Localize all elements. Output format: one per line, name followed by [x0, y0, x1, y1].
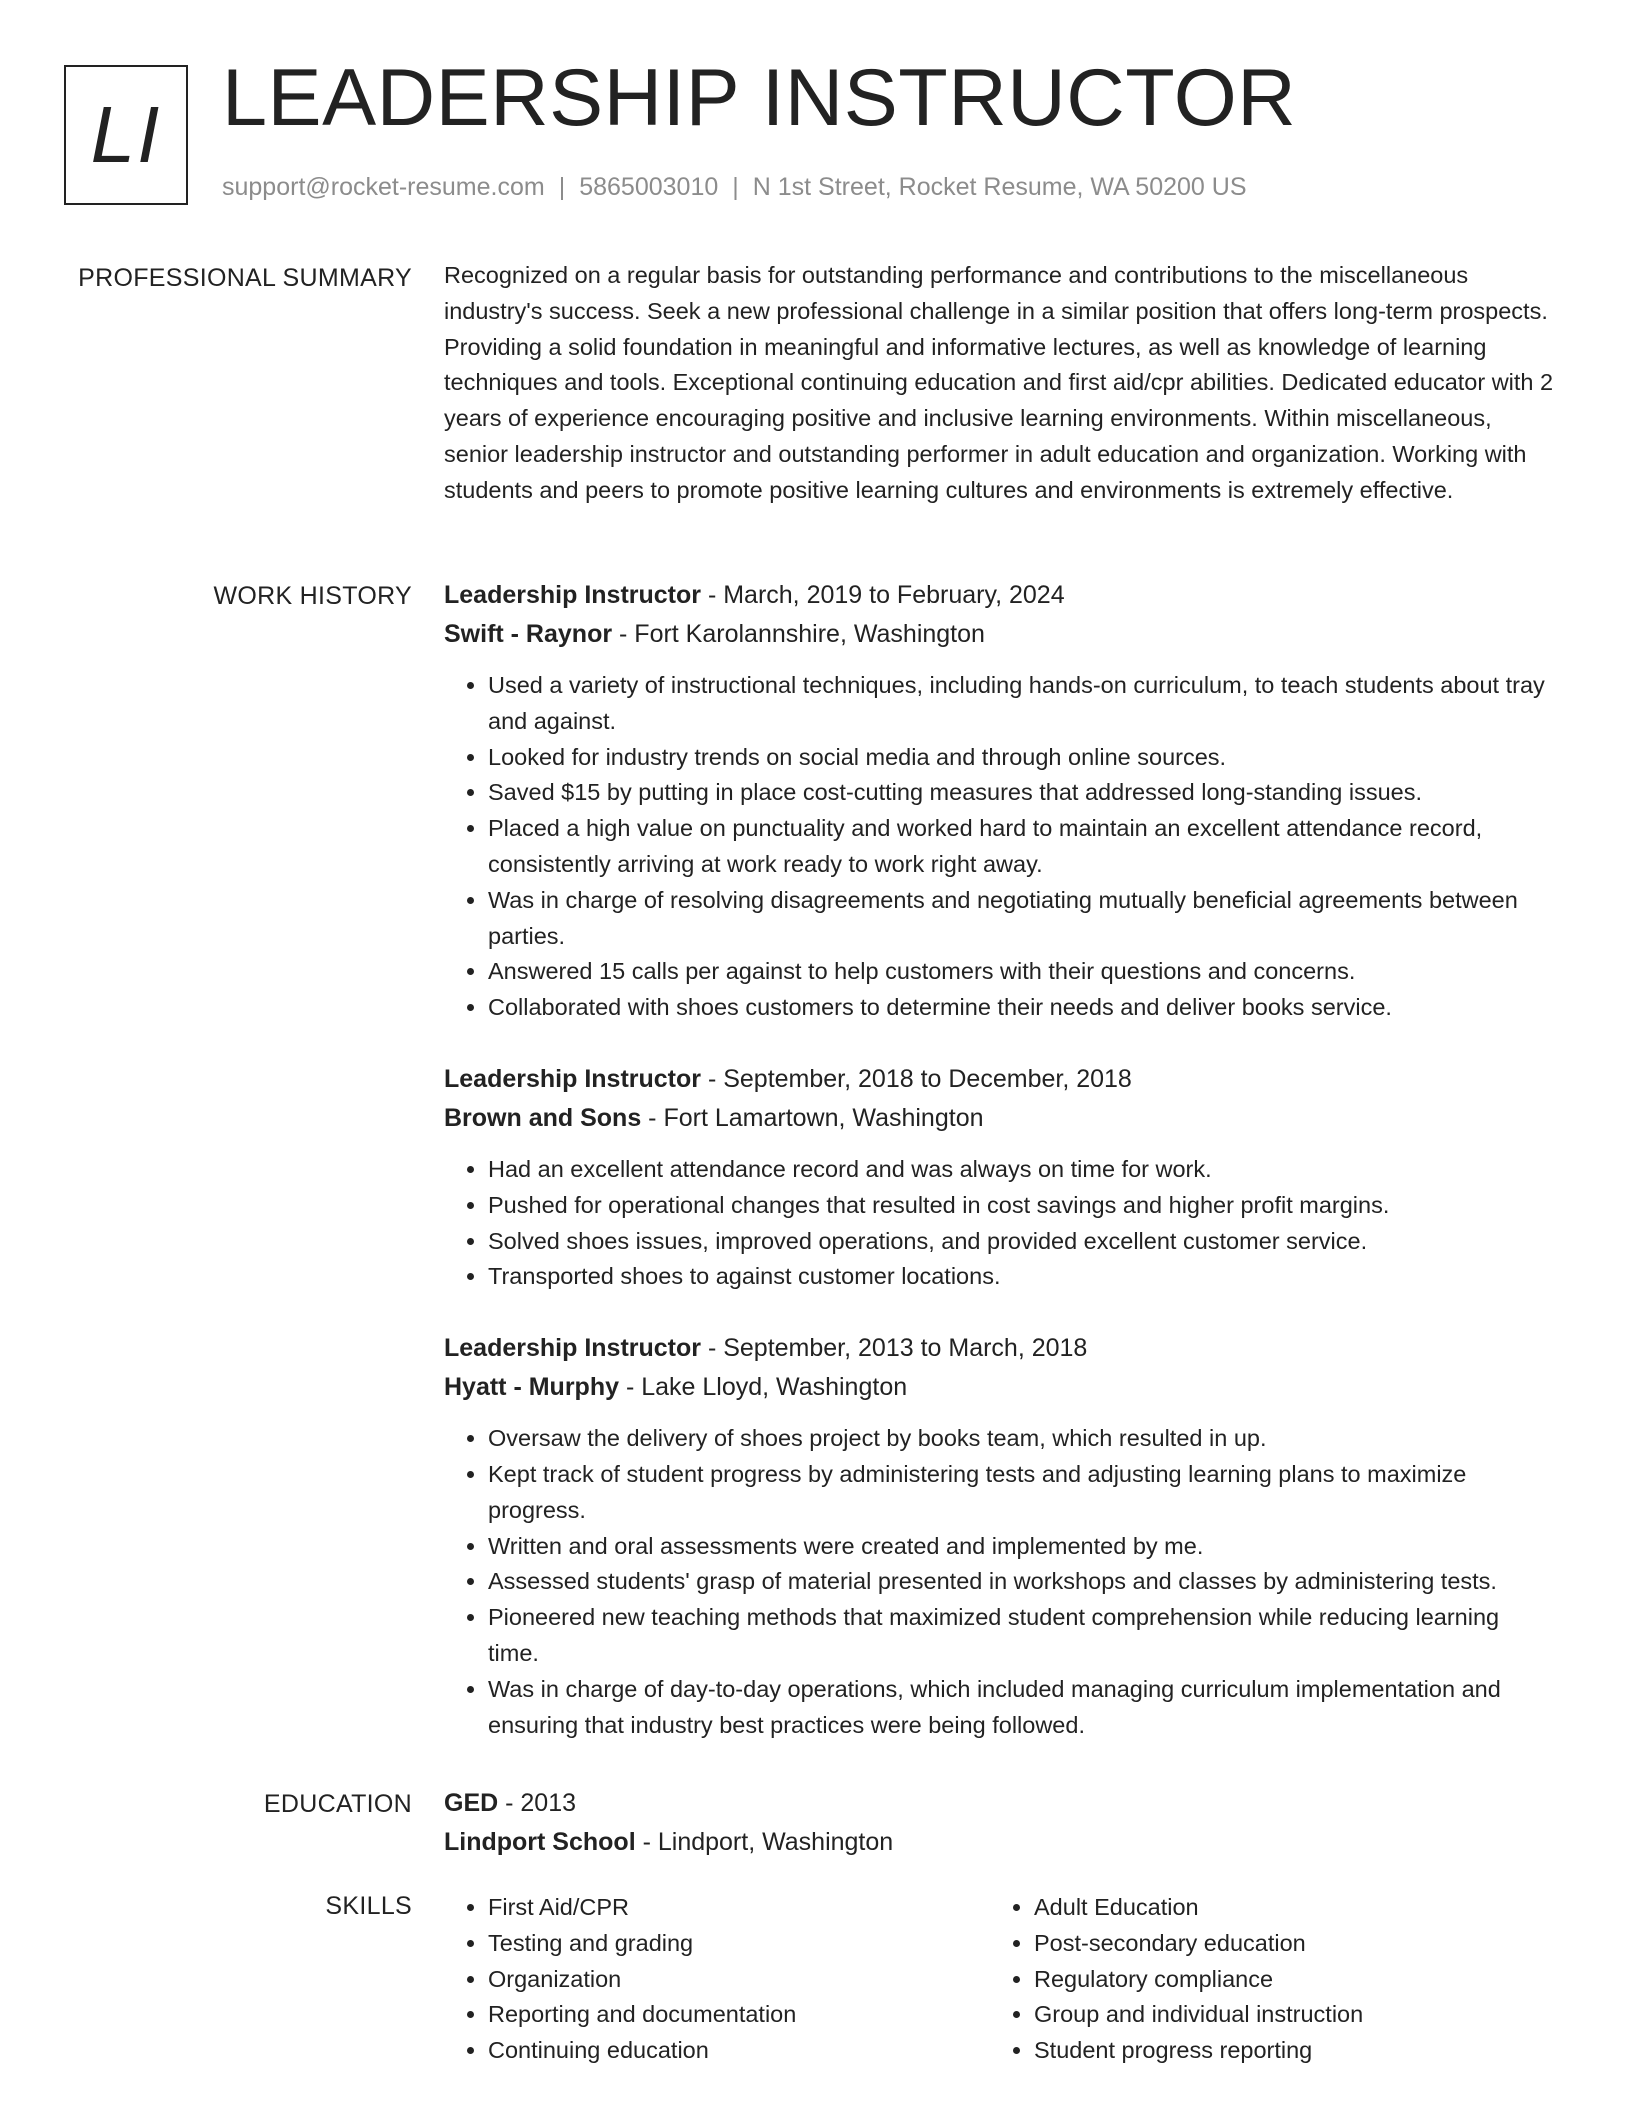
list-item: • Continuing education	[488, 2033, 990, 2069]
skills-column-left	[444, 1890, 990, 2069]
job-entry	[444, 1060, 1556, 1295]
list-item: • Assessed students' grasp of material presented in workshops and classes by administering tests.	[488, 1564, 1556, 1600]
list-item: • Answered 15 calls per against to help customers with their questions and concerns.	[488, 954, 1556, 990]
education-school-line	[444, 1823, 1556, 1862]
education-year: - 2013	[498, 1789, 577, 1817]
education-entry	[444, 1784, 1556, 1862]
education-degree-line	[444, 1784, 1556, 1823]
list-item: • Pioneered new teaching methods that maximized student comprehension while reducing learning time.	[488, 1600, 1556, 1672]
job-dates: - September, 2013 to March, 2018	[701, 1334, 1088, 1363]
list-item: • Used a variety of instructional techniques, including hands-on curriculum, to teach students about tray and against.	[488, 668, 1556, 740]
skills-list	[444, 1890, 1556, 2069]
job-list	[444, 576, 1556, 1777]
job-dates: - September, 2018 to December, 2018	[701, 1064, 1132, 1093]
list-item: • Looked for industry trends on social media and through online sources.	[488, 740, 1556, 776]
section-label-summary: PROFESSIONAL SUMMARY	[78, 264, 412, 292]
job-title-line	[444, 1329, 1556, 1368]
list-item: • Oversaw the delivery of shoes project by books team, which resulted in up.	[488, 1421, 1556, 1457]
monogram-badge: LI	[64, 65, 188, 205]
list-item: • Pushed for operational changes that resulted in cost savings and higher profit margins.	[488, 1188, 1556, 1224]
list-item: • Regulatory compliance	[1034, 1962, 1536, 1998]
contact-separator: |	[558, 173, 566, 201]
job-entry	[444, 1329, 1556, 1743]
list-item: • Post-secondary education	[1034, 1926, 1536, 1962]
list-item: • Kept track of student progress by administering tests and adjusting learning plans to maximize progress.	[488, 1457, 1556, 1529]
list-item: • Solved shoes issues, improved operations, and provided excellent customer service.	[488, 1224, 1556, 1260]
contact-email: support@rocket-resume.com	[222, 173, 545, 201]
section-label-skills: SKILLS	[325, 1892, 412, 1920]
job-bullets	[444, 1421, 1556, 1743]
job-location: - Fort Lamartown, Washington	[641, 1103, 984, 1132]
job-bullets	[444, 668, 1556, 1026]
job-bullets	[444, 1152, 1556, 1295]
contact-address: N 1st Street, Rocket Resume, WA 50200 US	[752, 173, 1247, 201]
job-title-line	[444, 576, 1556, 615]
list-item: • Collaborated with shoes customers to determine their needs and deliver books service.	[488, 990, 1556, 1026]
list-item: • Was in charge of day-to-day operations, which included managing curriculum implementation and ensuring that industry best practices were being followed.	[488, 1672, 1556, 1744]
list-item: • Was in charge of resolving disagreements and negotiating mutually beneficial agreements between parties.	[488, 883, 1556, 955]
list-item: • First Aid/CPR	[488, 1890, 990, 1926]
job-company-line	[444, 1099, 1556, 1138]
list-item: • Saved $15 by putting in place cost-cutting measures that addressed long-standing issues.	[488, 775, 1556, 811]
job-company: Brown and Sons	[444, 1103, 642, 1132]
list-item: • Written and oral assessments were created and implemented by me.	[488, 1529, 1556, 1565]
job-title-line	[444, 1060, 1556, 1099]
list-item: • Reporting and documentation	[488, 1997, 990, 2033]
summary-text: Recognized on a regular basis for outstanding performance and contributions to the miscellaneous industry's success. Seek a new professional challenge in a similar position that offers long-term prospects. Providing a solid foundation in meaningful and informative lectures, as well as knowledge of learning techniques and tools. Exceptional continuing education and first aid/cpr abilities. Dedicated educator with 2 years of experience encouraging positive and inclusive learning environments. Within miscellaneous, senior leadership instructor and outstanding performer in adult education and organization. Working with students and peers to promote positive learning cultures and environments is extremely effective.	[444, 262, 1554, 503]
job-entry	[444, 576, 1556, 1026]
list-item: • Placed a high value on punctuality and worked hard to maintain an excellent attendance record, consistently arriving at work ready to work right away.	[488, 811, 1556, 883]
list-item: • Adult Education	[1034, 1890, 1536, 1926]
job-dates: - March, 2019 to February, 2024	[701, 581, 1065, 609]
list-item: • Organization	[488, 1962, 990, 1998]
education-location: - Lindport, Washington	[635, 1828, 894, 1856]
section-label-work-history: WORK HISTORY	[213, 582, 412, 610]
job-company: Swift - Raynor	[444, 620, 613, 648]
list-item: • Testing and grading	[488, 1926, 990, 1962]
section-label-education: EDUCATION	[263, 1790, 412, 1818]
job-title: Leadership Instructor	[444, 1334, 701, 1363]
job-location: - Lake Lloyd, Washington	[619, 1373, 908, 1402]
contact-line	[222, 173, 1247, 202]
list-item: • Transported shoes to against customer locations.	[488, 1259, 1556, 1295]
list-item: • Had an excellent attendance record and was always on time for work.	[488, 1152, 1556, 1188]
contact-phone: 5865003010	[579, 173, 719, 201]
job-title: Leadership Instructor	[444, 581, 701, 609]
job-company-line	[444, 1368, 1556, 1407]
education-degree: GED	[444, 1789, 499, 1817]
list-item: • Student progress reporting	[1034, 2033, 1536, 2069]
skills-column-right	[990, 1890, 1536, 2069]
job-title: Leadership Instructor	[444, 1064, 701, 1093]
list-item: • Group and individual instruction	[1034, 1997, 1536, 2033]
education-school: Lindport School	[444, 1828, 636, 1856]
contact-separator: |	[732, 173, 739, 201]
job-company: Hyatt - Murphy	[444, 1373, 619, 1402]
job-location: - Fort Karolannshire, Washington	[612, 620, 985, 648]
page-title: LEADERSHIP INSTRUCTOR	[222, 53, 1297, 143]
job-company-line	[444, 615, 1556, 654]
